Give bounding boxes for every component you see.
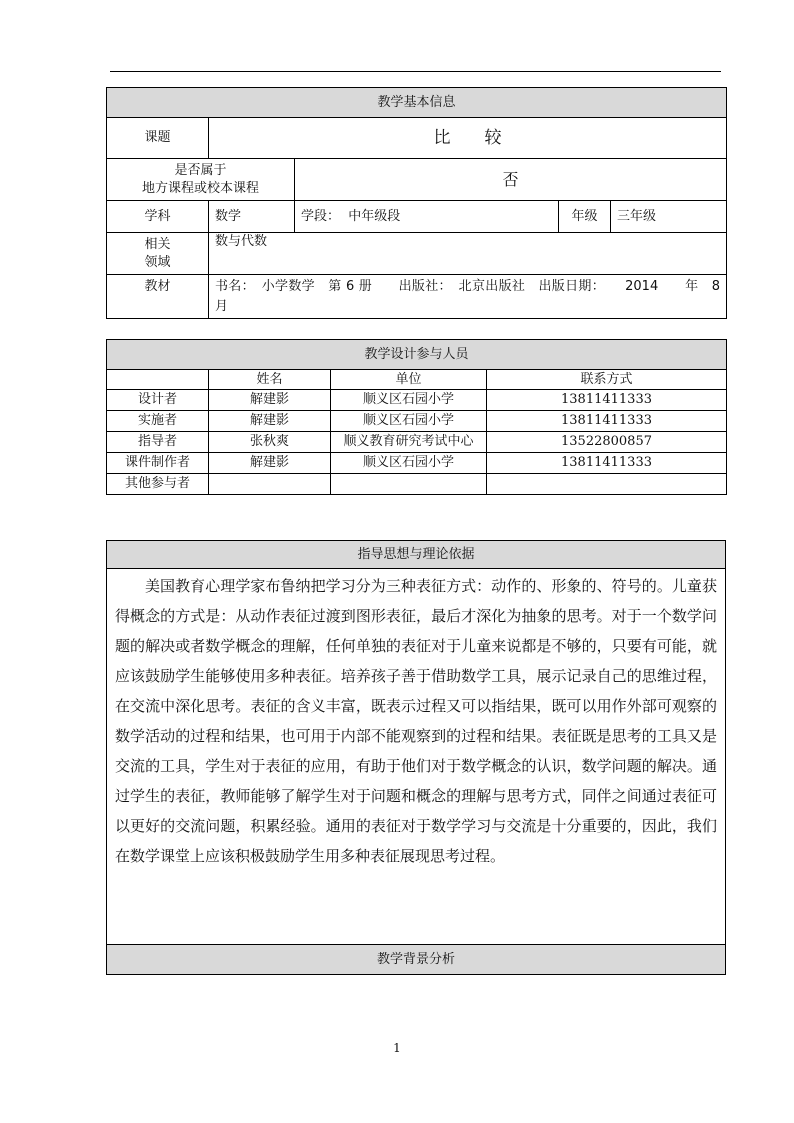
row-role: 指导者 <box>107 432 209 453</box>
field-value: 数与代数 <box>209 233 727 275</box>
guidance-table <box>106 540 726 975</box>
table-row <box>107 411 727 432</box>
stage-cell <box>295 201 559 233</box>
table-row <box>107 474 727 495</box>
row-unit: 顺义区石园小学 <box>331 453 487 474</box>
row-unit <box>331 474 487 495</box>
grade-label: 年级 <box>559 201 611 233</box>
table-row <box>107 453 727 474</box>
stage-label: 学段： <box>301 208 341 224</box>
guidance-header: 指导思想与理论依据 <box>107 541 726 569</box>
local-course-value: 否 <box>295 159 727 201</box>
row-name: 张秋爽 <box>209 432 331 453</box>
row-contact: 13811411333 <box>487 453 727 474</box>
row-name: 解建影 <box>209 453 331 474</box>
row-contact: 13811411333 <box>487 411 727 432</box>
textbook-value: 书名： 小学数学 第 6 册 出版社： 北京出版社 出版日期： 2014 年 8 月 <box>209 275 727 319</box>
local-course-label <box>107 159 295 201</box>
row-unit: 顺义教育研究考试中心 <box>331 432 487 453</box>
row-role: 课件制作者 <box>107 453 209 474</box>
participants-table <box>106 339 727 495</box>
row-contact: 13522800857 <box>487 432 727 453</box>
col-header-name: 姓名 <box>209 370 331 390</box>
topic-label: 课题 <box>107 118 209 159</box>
row-role: 实施者 <box>107 411 209 432</box>
table-row <box>107 390 727 411</box>
row-name: 解建影 <box>209 411 331 432</box>
topic-value: 比 较 <box>209 118 727 159</box>
field-label <box>107 233 209 275</box>
row-name: 解建影 <box>209 390 331 411</box>
local-course-label-line1: 是否属于 <box>174 162 227 178</box>
participants-header: 教学设计参与人员 <box>107 340 727 370</box>
row-unit: 顺义区石园小学 <box>331 411 487 432</box>
local-course-label-line2: 地方课程或校本课程 <box>141 180 259 196</box>
table-row <box>107 432 727 453</box>
col-header-role <box>107 370 209 390</box>
basic-info-header: 教学基本信息 <box>107 88 727 118</box>
basic-info-table <box>106 87 727 319</box>
row-contact <box>487 474 727 495</box>
subject-value: 数学 <box>209 201 295 233</box>
header-rule <box>110 71 721 72</box>
background-header: 教学背景分析 <box>107 945 726 975</box>
page-number: 1 <box>393 1041 401 1055</box>
row-unit: 顺义区石园小学 <box>331 390 487 411</box>
row-role: 设计者 <box>107 390 209 411</box>
field-label-line2: 领域 <box>144 254 171 270</box>
row-role: 其他参与者 <box>107 474 209 495</box>
col-header-unit: 单位 <box>331 370 487 390</box>
row-name <box>209 474 331 495</box>
stage-value: 中年级段 <box>348 208 401 224</box>
col-header-contact: 联系方式 <box>487 370 727 390</box>
textbook-label: 教材 <box>107 275 209 319</box>
field-label-line1: 相关 <box>144 236 171 252</box>
subject-label: 学科 <box>107 201 209 233</box>
row-contact: 13811411333 <box>487 390 727 411</box>
grade-value: 三年级 <box>611 201 727 233</box>
guidance-paragraph: 美国教育心理学家布鲁纳把学习分为三种表征方式：动作的、形象的、符号的。儿童获得概念的方式是：从动作表征过渡到图形表征，最后才深化为抽象的思考。对于一个数学问题的解决或者数学概念的理解，任何单独的表征对于儿童来说都是不够的，只要有可能，就应该鼓励学生能够使用多种表征。培养孩子善于借助数学工具，展示记录自己的思维过程，在交流中深化思考。表征的含义丰富，既表示过程又可以指结果，既可以用作外部可观察的数学活动的过程和结果，也可用于内部不能观察到的过程和结果。表征既是思考的工具又是交流的工具，学生对于表征的应用，有助于他们对于数学概念的认识，数学问题的解决。通过学生的表征，教师能够了解学生对于问题和概念的理解与思考方式，同伴之间通过表征可以更好的交流问题，积累经验。通用的表征对于数学学习与交流是十分重要的，因此，我们在数学课堂上应该积极鼓励学生用多种表征展现思考过程。 <box>107 569 726 945</box>
